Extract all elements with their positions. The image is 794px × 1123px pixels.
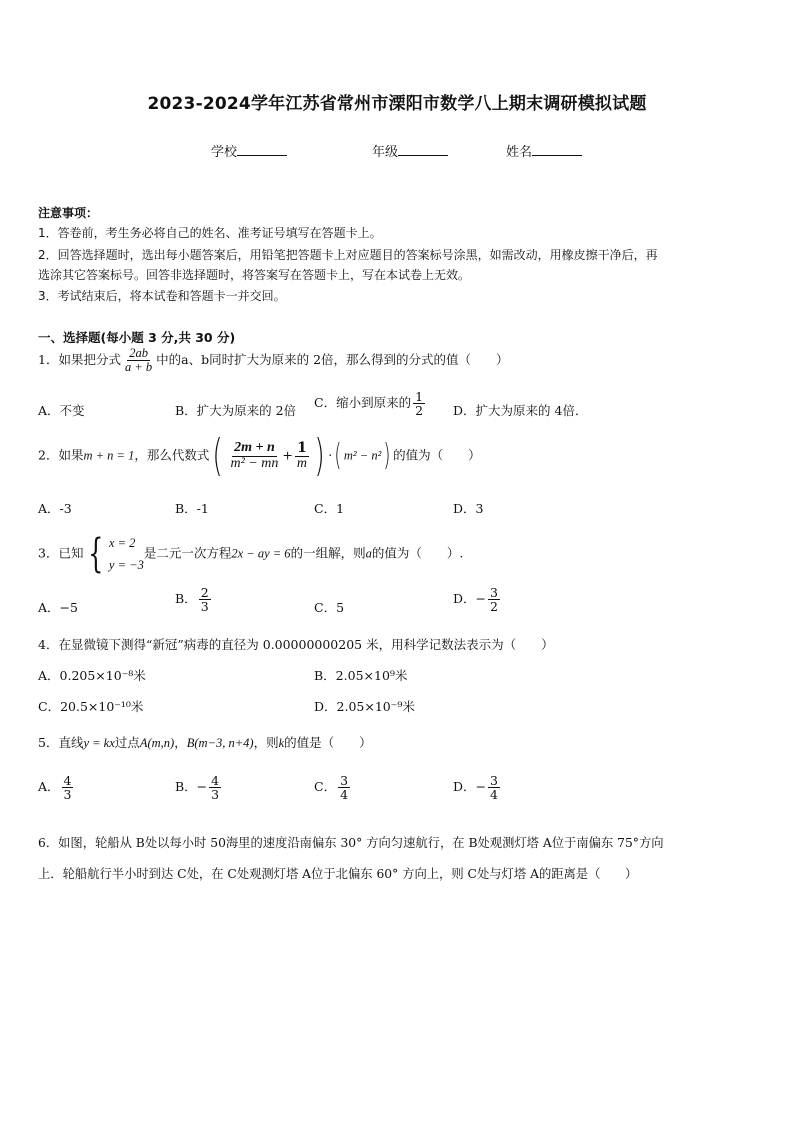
q3-d-fraction [488,586,500,613]
q1-option-c-label: C．缩小到原来的 [314,395,412,411]
q1-fraction [123,347,154,374]
q3-option-d [453,586,502,613]
school-label: 学校 [211,145,238,160]
q1-option-c-fraction [413,390,425,417]
q3-d-label: D．− [453,591,486,607]
q5-d-numerator: 3 [490,773,498,788]
q5-option-b [175,774,223,801]
q2-f1-denominator: m² − mn [230,455,279,471]
q2-f2-denominator: m [296,455,308,471]
question-5 [38,733,372,751]
q3-d-denominator: 2 [490,599,498,615]
q3-b-label: B． [175,591,197,607]
right-paren: ) [314,430,325,481]
note-item: 3．考试结束后，将本试卷和答题卡一并交回。 [38,289,286,303]
q3-equation: 2x − ay = 6 [231,546,291,561]
q3-var: a [365,546,372,561]
q5-b-numerator: 4 [211,773,220,788]
q1-c-numerator: 1 [415,389,424,404]
q5-a-fraction [62,774,74,801]
note-item: 2．回答选择题时，选出每小题答案后，用铅笔把答题卡上对应题目的答案标号涂黑，如需改动，用橡皮擦干净后，再 [38,248,658,262]
question-3 [38,532,463,576]
question-4: 4．在显微镜下测得“新冠”病毒的直径为 0.00000000205 米，用科学记数法表示为（ ） [38,637,554,652]
q5-b-label: B．− [175,779,208,795]
grade-blank [398,143,448,156]
q3-mid: 是二元一次方程 [143,545,232,561]
q5-a-label: A． [38,779,60,795]
q5-b-denominator: 3 [211,787,220,803]
grade-label: 年级 [372,145,399,160]
q2-dot: · [328,447,333,463]
note-item: 1．答卷前，考生务必将自己的姓名、准考证号填写在答题卡上。 [38,226,382,240]
q5-var: k [278,736,285,750]
q2-option-c: C．1 [314,501,345,516]
q5-c-label: C． [314,779,337,795]
question-6-line-2: 上．轮船航行半小时到达 C处，在 C处观测灯塔 A位于北偏东 60° 方向上，则 C处与灯塔 A的距离是（ ） [38,867,638,881]
q2-plus: + [282,447,293,463]
q3-option-c: C．5 [314,600,345,615]
q2-prefix: 2．如果 [38,447,84,463]
q2-condition: m + n = 1 [83,448,135,463]
q1-option-a: A．不变 [38,403,85,418]
q1-c-denominator: 2 [415,403,424,419]
q3-option-b [175,586,213,613]
question-1 [38,347,509,374]
notes-heading: 注意事项： [38,206,99,220]
q5-a-numerator: 4 [63,773,72,788]
q3-post2: 的值为（ ）. [371,545,464,561]
q2-suffix: 的值为（ ） [393,447,481,463]
q5-d-label: D．− [453,779,486,795]
q1-prefix: 1．如果把分式 [38,352,121,368]
q1-option-d: D．扩大为原来的 4倍． [453,403,588,418]
q2-f1-numerator: 2m + n [234,439,275,455]
brace: { [88,531,104,577]
school-blank [237,143,287,156]
q3-d-numerator: 3 [490,585,498,600]
q2-mid: ，那么代数式 [134,447,210,463]
question-6-line-1: 6．如图，轮船从 B处以每小时 50海里的速度沿南偏东 30° 方向匀速航行，在 B处观测灯塔 A位于南偏东 75°方向 [38,836,664,850]
q4-option-b: B．2.05×10⁹米 [314,668,408,683]
q5-mid: 过点 [114,735,140,750]
q2-fraction-1 [229,441,281,471]
q5-option-d [453,774,502,801]
q5-c-denominator: 4 [340,787,349,803]
q2-option-b: B．-1 [175,501,209,516]
q5-post2: 的值是（ ） [284,735,372,750]
q5-c-fraction [338,774,350,801]
name-label: 姓名 [506,145,533,160]
q3-post: 的一组解，则 [290,545,366,561]
q4-option-a: A．0.205×10⁻⁸米 [38,668,146,683]
q5-b-fraction [209,774,221,801]
q3-prefix: 3．已知 [38,545,84,561]
q3-system [109,532,144,576]
q5-post: ，则 [253,735,279,750]
q2-option-d: D．3 [453,501,484,516]
q4-option-c: C．20.5×10⁻¹⁰米 [38,699,144,714]
q5-d-fraction [488,774,500,801]
q1-denominator: a + b [124,360,153,375]
q3-b-numerator: 2 [200,585,209,600]
q1-suffix: 中的a、b同时扩大为原来的 2倍，那么得到的分式的值（ ） [156,352,509,368]
section-heading: 一、选择题(每小题 3 分,共 30 分) [38,330,236,345]
q5-a-denominator: 3 [63,787,72,803]
note-item: 选涂其它答案标号。回答非选择题时，将答案写在答题卡上，写在本试卷上无效。 [38,268,471,282]
q5-sep: ， [174,735,187,750]
q5-option-c [314,774,352,801]
page-title: 2023-2024学年江苏省常州市溧阳市数学八上期末调研模拟试题 [147,94,647,114]
q2-option-a: A．-3 [38,501,72,516]
q3-eq1: x = 2 [108,536,136,550]
left-paren: ( [334,438,342,473]
q2-fraction-2 [295,441,309,471]
grade-field [372,141,448,160]
q5-point-b: B(m−3, n+4) [186,736,254,750]
right-paren: ) [383,438,391,473]
q2-f2-numerator: 1 [297,439,307,456]
q5-point-a: A(m,n) [139,736,175,750]
q3-b-fraction [199,586,211,613]
q3-option-a: A．−5 [38,600,78,615]
q1-option-b: B．扩大为原来的 2倍 [175,403,297,418]
q2-tail-expr: m² − n² [343,448,382,463]
name-field [506,141,582,160]
q3-b-denominator: 3 [200,599,209,615]
question-2 [38,430,481,481]
q3-eq2: y = −3 [108,558,144,572]
q5-d-denominator: 4 [490,787,498,803]
name-blank [532,143,582,156]
q5-line: y = kx [83,736,115,750]
q5-option-a [38,774,75,801]
q1-option-c [314,390,427,417]
left-paren: ( [212,430,224,481]
school-field [211,141,287,160]
q5-c-numerator: 3 [340,773,349,788]
q4-option-d: D．2.05×10⁻⁹米 [314,699,415,714]
q5-prefix: 5．直线 [38,735,84,750]
q1-numerator: 2ab [129,346,148,360]
